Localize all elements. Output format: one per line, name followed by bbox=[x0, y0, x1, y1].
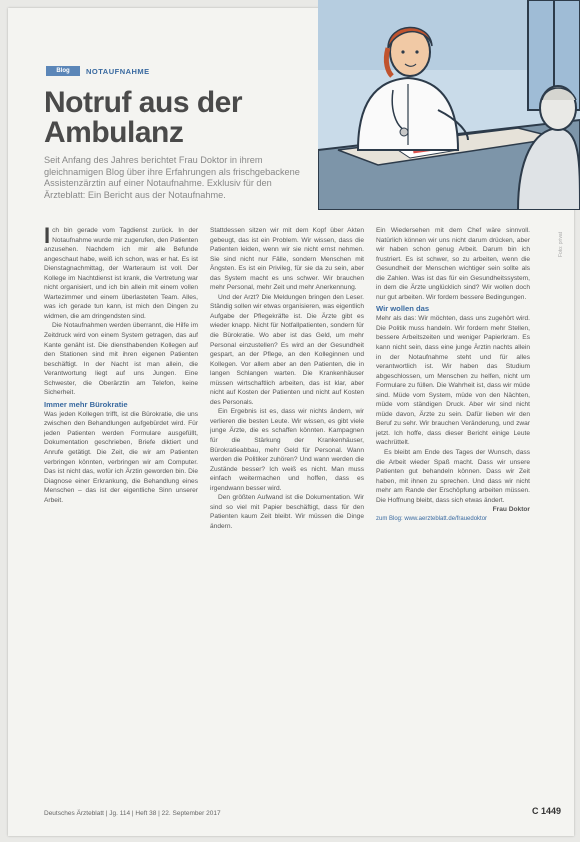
section-header bbox=[46, 66, 150, 76]
paragraph: Ein Ergebnis ist es, dass wir nichts ändern, wir verlieren die besten Leute. Wir wissen, es gibt viele junge Ärzte, die es schaffen könnten. Kampagnen für die Stärkung der Krankenhäuser, Bürokratieabbau, mehr Geld für Personal. Wann werden die Politiker zuhören? Und wann werden die Zustände besser? Ich weiß es nicht. Man muss einfach weitermachen und hoffen, dass es irgendwann besser wird. bbox=[210, 408, 364, 492]
page-footer: Deutsches Ärzteblatt | Jg. 114 | Heft 38 | 22. September 2017 bbox=[44, 810, 221, 817]
doctor-at-desk-illustration bbox=[318, 0, 580, 210]
photo-credit: Foto: privat bbox=[558, 232, 564, 258]
paragraph: Mehr als das: Wir möchten, dass uns zugehört wird. Die Politik muss handeln. Wir fordern mehr Stellen, bessere Arbeitszeiten und weniger Papierkram. Es kann nicht sein, dass eine junge Ärztin nachts allein in der Notaufnahme steht und für alles verantwortlich ist. Wir haben das Studium abgeschlossen, um Menschen zu helfen, nicht um Formulare zu füllen. Die Wahrheit ist, dass wir müde sind. Müde vom System, müde von den Nächten, müde vom ständigen Druck. Aber wir sind nicht müde davon, Ärzte zu sein. Dafür lieben wir den Beruf zu sehr. Wir brauchen Veränderung, und zwar jetzt. Ich hoffe, dass dieser Bericht einige Leute wachrüttelt. bbox=[376, 315, 530, 447]
blog-tag: Blog bbox=[46, 66, 80, 76]
paragraph bbox=[44, 226, 198, 321]
article-headline bbox=[44, 88, 309, 148]
paragraph: Den größten Aufwand ist die Dokumentation. Wir sind so viel mit Papier beschäftigt, dass für den Patienten kaum Zeit bleibt. Wir müssen die Dinge ändern. bbox=[210, 494, 364, 530]
paragraph-text: ch bin gerade vom Tagdienst zurück. In der Notaufnahme wurde mir zugerufen, den Patienten anzusehen. Nachdem ich mir alle Befunde angeschaut habe, weiß ich schon, was er hat. Es ist Dienstagnachmittag, der Warteraum ist voll. Der Kollege im Nachtdienst ist krank, die Vertretung war nicht organisiert, und ich bin allein mit einem vollen Wartezimmer und einem überlasteten Team. Alles, was ich gerade tun kann, ist mich den Dingen zu widmen, die am dringendsten sind. bbox=[44, 227, 198, 320]
article-subhead: Seit Anfang des Jahres berichtet Frau Doktor in ihrem gleichnamigen Blog über ihre Erfahrungen als frischgebackene Assistenzärztin auf einer Notaufnahme. Exklusiv für den Ärzteblatt: Ein Bericht aus der Notaufnahme. bbox=[44, 155, 300, 200]
paragraph: Es bleibt am Ende des Tages der Wunsch, dass die Arbeit wieder Spaß macht. Dass wir unsere Patienten gut behandeln können. Dass wir Zeit haben, mit ihnen zu sprechen. Und dass wir nicht mehr am Rande der Erschöpfung arbeiten müssen. Die Hoffnung bleibt, dass sich etwas ändert. bbox=[376, 449, 530, 504]
subheading: Wir wollen das bbox=[376, 304, 430, 314]
paragraph: Ein Wiedersehen mit dem Chef wäre sinnvoll. Natürlich können wir uns nicht darum drücken, aber wir haben schon genug Arbeit. Darum bin ich frustriert. Es ist schwer, so zu arbeiten, wenn die Gesundheit der Menschen wichtiger sein sollte als die Zahlen. Was ist das für ein Gesundheitssystem, in dem die Ärzte unglücklich sind? Wir wollen doch nur gut arbeiten. Wir fordern bessere Bedingungen. bbox=[376, 227, 530, 301]
subheading: Immer mehr Bürokratie bbox=[44, 399, 128, 409]
column-1 bbox=[44, 226, 198, 786]
drop-cap: I bbox=[44, 226, 51, 248]
headline-line-2: Ambulanz bbox=[44, 116, 184, 149]
paragraph: Und der Arzt? Die Meldungen bringen den Leser. Ständig sollen wir etwas organisieren, was eigentlich Aufgabe der Pflegekräfte ist. Die Ärzte gibt es wieder knapp. Nicht für Notfallpatienten, sondern für die Bürokratie. Wo aber ist das Geld, um mehr Personal einzustellen? Es wird an der Gesundheit gespart, an der Pflege, an den Kolleginnen und Kollegen. Vor allem aber an den Patienten, die in langen Schlangen warten. Die Krankenhäuser müssen wirtschaftlich arbeiten, das ist klar, aber nicht auf Kosten der Patienten und nicht auf Kosten des Personals. bbox=[210, 293, 364, 406]
column-2 bbox=[210, 226, 364, 786]
section-label: NOTAUFNAHME bbox=[86, 66, 150, 76]
paragraph: Stattdessen sitzen wir mit dem Kopf über Akten gebeugt, das ist ein Problem. Wir wissen, dass die Patienten leiden, wenn wir sie nicht ernst nehmen. Sie sind nicht nur Fälle, sondern Menschen mit Ängsten. Es ist ein Privileg, für sie da zu sein, aber das System macht es uns schwer. Wir brauchen mehr Personal, mehr Zeit und mehr Anerkennung. bbox=[210, 227, 364, 292]
headline-line-1: Notruf aus der bbox=[44, 86, 243, 119]
blog-link[interactable]: zum Blog: www.aerzteblatt.de/frauedoktor bbox=[376, 515, 488, 522]
paragraph: Die Notaufnahmen werden überrannt, die Hilfe im Zeitdruck wird von einem System getragen, das auf Kante genäht ist. Die diensthabenden Kollegen auf den Stationen sind mit ihren eigenen Patienten beschäftigt. In der Nacht ist man allein, die Verantwortung liegt auf uns Jungen. Eine Schwester, die Oberärztin am Telefon, keine Sicherheit. bbox=[44, 322, 198, 397]
author-name: Frau Doktor bbox=[492, 506, 530, 514]
article-body bbox=[44, 226, 569, 786]
page-number: C 1449 bbox=[532, 806, 562, 816]
column-3 bbox=[376, 226, 530, 786]
paragraph: Was jeden Kollegen trifft, ist die Bürokratie, die uns zwischen den Behandlungen aufgebürdet wird. Für jeden Patienten werden Formulare ausgefüllt, Dokumentation geschrieben, Briefe diktiert und Anrufe getätigt. Die Zeit, die wir am Patienten verbringen könnten, verbringen wir am Computer. Das ist nicht das, wofür ich Ärztin geworden bin. Die Diagnose einer Erkrankung, die Behandlung eines Menschen – das ist der eigentliche Sinn unserer Arbeit. bbox=[44, 410, 198, 504]
